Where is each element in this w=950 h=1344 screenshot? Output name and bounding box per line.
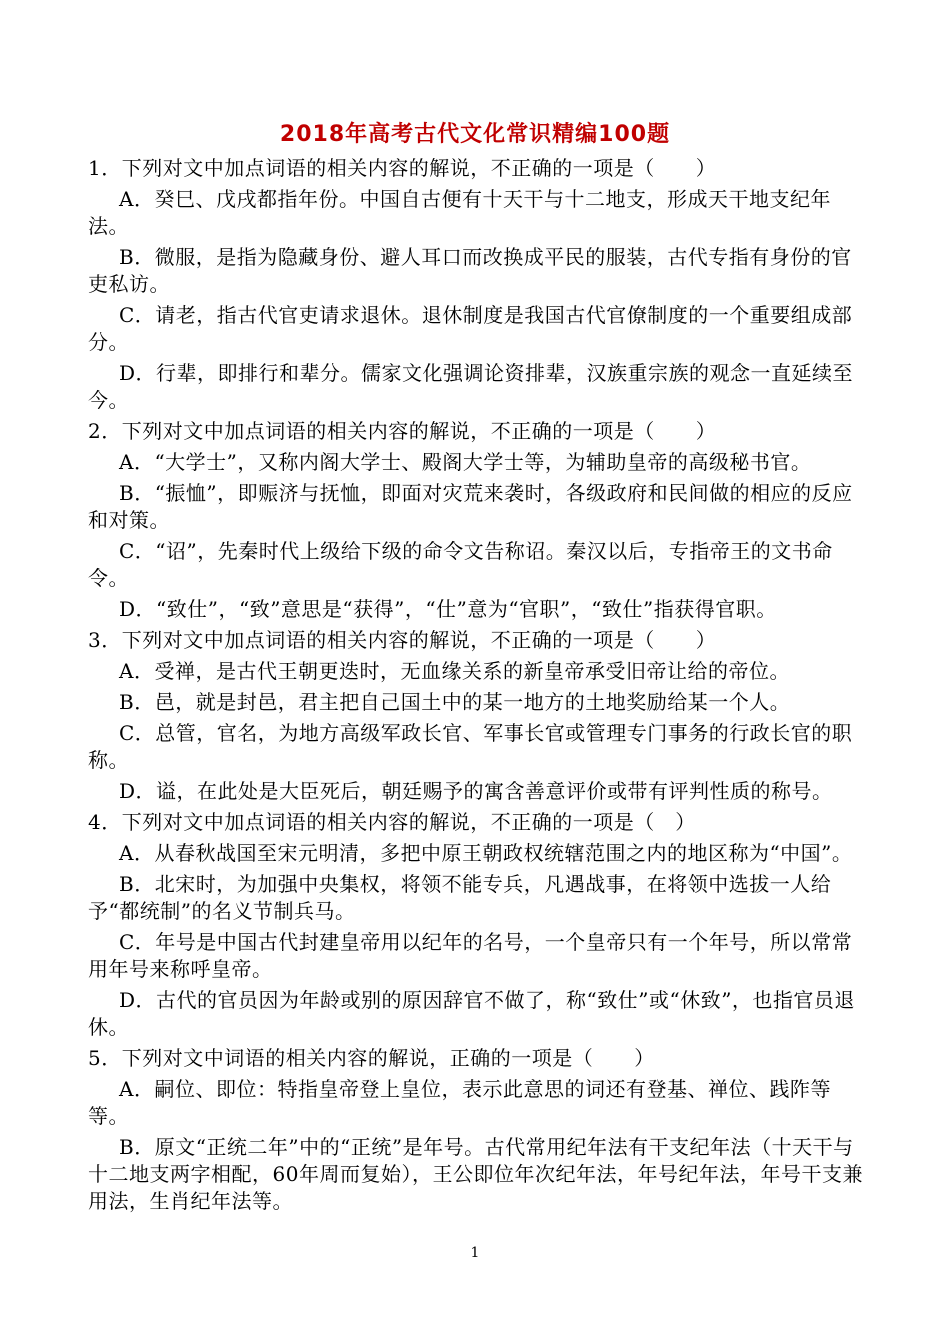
question-3 bbox=[88, 627, 866, 805]
question-stem: 2．下列对文中加点词语的相关内容的解说，不正确的一项是（ ） bbox=[88, 419, 717, 443]
option-d: D．古代的官员因为年龄或别的原因辞官不做了，称“致仕”或“休致”，也指官员退休。 bbox=[88, 988, 855, 1039]
option-c: C．年号是中国古代封建皇帝用以纪年的名号，一个皇帝只有一个年号，所以常常用年号来称呼皇帝。 bbox=[88, 930, 853, 981]
question-5 bbox=[88, 1045, 866, 1215]
option-a: A．从春秋战国至宋元明清，多把中原王朝政权统辖范围之内的地区称为“中国”。 bbox=[119, 841, 853, 865]
question-stem: 3．下列对文中加点词语的相关内容的解说，不正确的一项是（ ） bbox=[88, 628, 717, 652]
question-1 bbox=[88, 155, 866, 414]
option-c: C．总管，官名，为地方高级军政长官、军事长官或管理专门事务的行政长官的职称。 bbox=[88, 721, 853, 772]
document-title: 2018年高考古代文化常识精编100题 bbox=[279, 122, 671, 147]
question-stem: 1．下列对文中加点词语的相关内容的解说，不正确的一项是（ ） bbox=[88, 156, 717, 180]
question-4 bbox=[88, 809, 866, 1041]
option-c: C．“诏”，先秦时代上级给下级的命令文告称诏。秦汉以后，专指帝王的文书命令。 bbox=[88, 539, 833, 590]
option-c: C．请老，指古代官吏请求退休。退休制度是我国古代官僚制度的一个重要组成部分。 bbox=[88, 303, 853, 354]
option-a: A．受禅，是古代王朝更迭时，无血缘关系的新皇帝承受旧帝让给的帝位。 bbox=[119, 659, 790, 683]
option-b: B．原文“正统二年”中的“正统”是年号。古代常用纪年法有干支纪年法（十天干与十二地支两字相配，60年周而复始），王公即位年次纪年法，年号纪年法，年号干支兼用法，生肖纪年法等。 bbox=[88, 1135, 863, 1213]
option-b: B．北宋时，为加强中央集权，将领不能专兵，凡遇战事，在将领中选拔一人给予“都统制”的名义节制兵马。 bbox=[88, 872, 832, 923]
question-stem: 4．下列对文中加点词语的相关内容的解说，不正确的一项是（ ） bbox=[88, 810, 696, 834]
question-stem: 5．下列对文中词语的相关内容的解说，正确的一项是（ ） bbox=[88, 1046, 655, 1070]
option-a: A．嗣位、即位：特指皇帝登上皇位，表示此意思的词还有登基、禅位、践阼等等。 bbox=[88, 1077, 831, 1128]
option-b: B．微服，是指为隐藏身份、避人耳口而改换成平民的服装，古代专指有身份的官吏私访。 bbox=[88, 245, 852, 296]
option-d: D．谥，在此处是大臣死后，朝廷赐予的寓含善意评价或带有评判性质的称号。 bbox=[119, 779, 833, 803]
option-b: B．邑，就是封邑，君主把自己国土中的某一地方的土地奖励给某一个人。 bbox=[119, 690, 791, 714]
option-d: D．行辈，即排行和辈分。儒家文化强调论资排辈，汉族重宗族的观念一直延续至今。 bbox=[88, 361, 854, 412]
option-a: A．“大学士”，又称内阁大学士、殿阁大学士等，为辅助皇帝的高级秘书官。 bbox=[119, 450, 812, 474]
question-2 bbox=[88, 418, 866, 623]
question-list bbox=[88, 155, 866, 1219]
option-a: A．癸巳、戊戌都指年份。中国自古便有十天干与十二地支，形成天干地支纪年法。 bbox=[88, 187, 831, 238]
page-number: 1 bbox=[470, 1245, 480, 1261]
option-b: B．“振恤”，即赈济与抚恤，即面对灾荒来袭时，各级政府和民间做的相应的反应和对策。 bbox=[88, 481, 853, 532]
option-d: D．“致仕”，“致”意思是“获得”，“仕”意为“官职”，“致仕”指获得官职。 bbox=[119, 597, 777, 621]
